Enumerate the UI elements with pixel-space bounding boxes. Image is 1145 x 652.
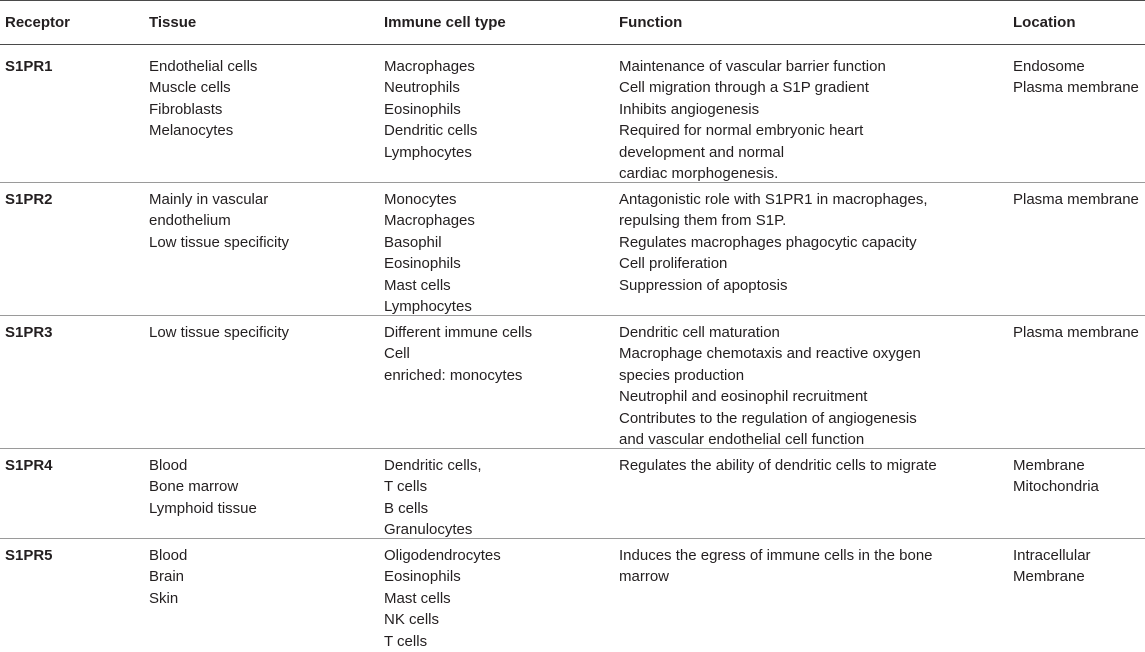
cell-line: Macrophages (384, 212, 475, 230)
cell-line: Cell (384, 345, 410, 363)
cell-line: Plasma membrane (1013, 324, 1139, 341)
cell-line: B cells (384, 499, 429, 517)
cell-line: Cell proliferation (619, 255, 728, 273)
cell-line: Membrane (1013, 457, 1085, 474)
immune-cell-type-cell (384, 545, 501, 652)
location-cell (1013, 455, 1099, 498)
cell-line: Melanocytes (149, 122, 234, 140)
cell-line: Dendritic cells (384, 122, 478, 140)
cell-line: Skin (149, 589, 179, 607)
receptor-cell: S1PR4 (5, 457, 53, 474)
location-cell (1013, 56, 1139, 99)
tissue-cell (149, 56, 257, 142)
cell-line: Plasma membrane (1013, 79, 1139, 97)
cell-line: Basophil (384, 233, 442, 251)
function-cell (619, 322, 921, 450)
tissue-cell (149, 322, 289, 343)
immune-cell-type-cell (384, 322, 532, 386)
cell-line: Regulates macrophages phagocytic capacity (619, 233, 917, 251)
header-location: Location (1013, 14, 1076, 31)
header-immune-cell-type: Immune cell type (384, 14, 506, 31)
header-receptor: Receptor (5, 14, 71, 31)
function-cell (619, 56, 886, 184)
function-cell (619, 189, 928, 296)
cell-line: Brain (149, 568, 185, 586)
row-separator (0, 182, 1145, 183)
cell-line: Muscle cells (149, 79, 231, 97)
cell-line: Mast cells (384, 276, 451, 294)
cell-line: Regulates the ability of dendritic cells to migrate (619, 457, 937, 474)
row-separator (0, 315, 1145, 316)
cell-line: Mast cells (384, 589, 451, 607)
cell-line: Lymphocytes (384, 298, 472, 316)
cell-line: Required for normal embryonic heart (619, 122, 864, 140)
cell-line: Dendritic cell maturation (619, 324, 780, 341)
header-tissue: Tissue (149, 14, 197, 31)
cell-line: Mainly in vascular (149, 191, 269, 208)
receptor-cell: S1PR3 (5, 324, 53, 341)
cell-line: Monocytes (384, 191, 457, 208)
location-cell (1013, 545, 1091, 588)
receptor-cell: S1PR1 (5, 58, 53, 75)
row-separator (0, 448, 1145, 449)
receptor-cell: S1PR5 (5, 547, 53, 564)
cell-line: Mitochondria (1013, 478, 1099, 496)
cell-line: Macrophages (384, 58, 475, 75)
cell-line: and vascular endothelial cell function (619, 431, 865, 449)
tissue-cell (149, 189, 289, 253)
tissue-cell (149, 455, 257, 519)
cell-line: NK cells (384, 611, 440, 629)
header-function: Function (619, 14, 683, 31)
cell-line: Macrophage chemotaxis and reactive oxygen (619, 345, 921, 363)
cell-line: Eosinophils (384, 568, 461, 586)
tissue-cell (149, 545, 187, 609)
function-cell (619, 455, 937, 476)
cell-line: Low tissue specificity (149, 324, 290, 341)
cell-line: Eosinophils (384, 255, 461, 273)
cell-line: repulsing them from S1P. (619, 212, 787, 230)
immune-cell-type-cell (384, 455, 482, 541)
cell-line: marrow (619, 568, 670, 586)
cell-line: Fibroblasts (149, 100, 223, 118)
cell-line: Neutrophils (384, 79, 460, 97)
cell-line: Low tissue specificity (149, 233, 290, 251)
cell-line: Suppression of apoptosis (619, 276, 788, 294)
cell-line: Eosinophils (384, 100, 461, 118)
cell-line: Lymphocytes (384, 143, 472, 161)
cell-line: Bone marrow (149, 478, 239, 496)
cell-line: development and normal (619, 143, 785, 161)
cell-line: Cell migration through a S1P gradient (619, 79, 869, 97)
location-cell (1013, 322, 1139, 343)
function-cell (619, 545, 933, 588)
cell-line: species production (619, 366, 745, 384)
cell-line: Granulocytes (384, 521, 473, 539)
table-header-rule (0, 44, 1145, 45)
cell-line: Dendritic cells, (384, 457, 482, 474)
cell-line: Neutrophil and eosinophil recruitment (619, 388, 868, 406)
receptor-cell: S1PR2 (5, 191, 53, 208)
cell-line: Membrane (1013, 568, 1085, 586)
cell-line: Blood (149, 547, 188, 564)
cell-line: cardiac morphogenesis. (619, 165, 779, 183)
cell-line: T cells (384, 478, 428, 496)
cell-line: T cells (384, 632, 428, 650)
table-top-rule (0, 0, 1145, 1)
cell-line: Endothelial cells (149, 58, 258, 75)
cell-line: Induces the egress of immune cells in the bone (619, 547, 933, 564)
cell-line: Endosome (1013, 58, 1085, 75)
location-cell (1013, 189, 1139, 210)
cell-line: Maintenance of vascular barrier function (619, 58, 886, 75)
cell-line: Inhibits angiogenesis (619, 100, 760, 118)
cell-line: Blood (149, 457, 188, 474)
cell-line: Contributes to the regulation of angiogenesis (619, 409, 917, 427)
cell-line: Oligodendrocytes (384, 547, 501, 564)
immune-cell-type-cell (384, 56, 477, 163)
cell-line: Plasma membrane (1013, 191, 1139, 208)
cell-line: Lymphoid tissue (149, 499, 257, 517)
cell-line: Intracellular (1013, 547, 1091, 564)
cell-line: Antagonistic role with S1PR1 in macrophages, (619, 191, 928, 208)
cell-line: enriched: monocytes (384, 366, 523, 384)
immune-cell-type-cell (384, 189, 475, 317)
row-separator (0, 538, 1145, 539)
cell-line: Different immune cells (384, 324, 533, 341)
cell-line: endothelium (149, 212, 231, 230)
